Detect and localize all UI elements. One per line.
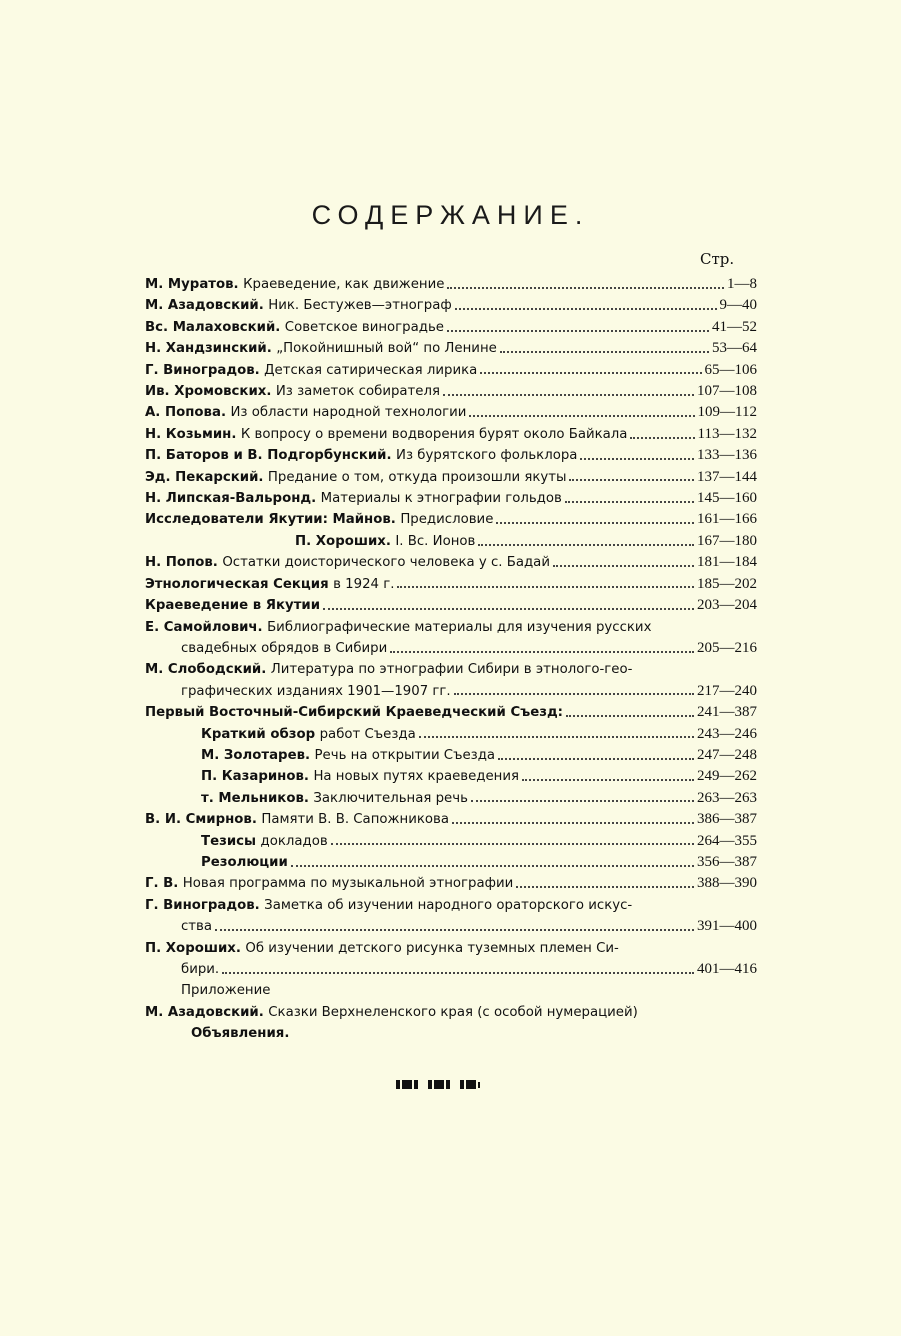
dot-leader: [390, 651, 694, 653]
toc-author: Тезисы: [201, 833, 257, 849]
toc-author: М. Слободский.: [145, 662, 267, 678]
toc-title-continued: свадебных обрядов в Сибири: [181, 640, 388, 656]
toc-title: Новая программа по музыкальной этнографии: [182, 876, 514, 892]
dot-leader: [498, 758, 694, 760]
toc-title: Сказки Верхнеленского края (с особой нумерацией): [268, 1004, 638, 1020]
toc-author: Ив. Хромовских.: [145, 384, 272, 400]
toc-entry: [145, 531, 757, 552]
toc-entry: [145, 1002, 757, 1023]
toc-pages: 1—8: [727, 276, 757, 292]
toc-pages: 243—246: [697, 725, 757, 742]
toc-pages: 401—416: [697, 961, 757, 977]
toc-author: М. Муратов.: [145, 277, 239, 292]
toc-title-continued: графических изданиях 1901—1907 гг.: [181, 683, 451, 699]
toc-entry: [145, 274, 757, 295]
toc-title: Предисловие: [400, 512, 494, 528]
dot-leader: [419, 736, 694, 738]
toc-title: Литература по этнографии Сибири в этнолого-гео-: [270, 662, 633, 678]
toc-title: Из бурятского фольклора: [396, 448, 578, 464]
toc-title: На новых путях краеведения: [313, 769, 520, 785]
toc-author: П. Казаринов.: [201, 769, 309, 785]
toc-pages: 145—160: [697, 490, 757, 507]
toc-author: Этнологическая Секция: [145, 576, 329, 592]
toc-pages: 167—180: [697, 532, 757, 549]
toc-author: М. Золотарев.: [201, 747, 311, 763]
toc-title: докладов: [260, 833, 328, 849]
toc-entry: [145, 488, 757, 509]
toc-pages: 53—64: [712, 340, 757, 357]
toc-pages: 107—108: [697, 383, 757, 400]
toc-title: работ Съезда: [319, 726, 416, 742]
dot-leader: [447, 287, 724, 289]
toc-entry: [145, 788, 757, 809]
toc-author: т. Мельников.: [201, 790, 309, 806]
page-column-label: Стр.: [700, 250, 735, 268]
toc-pages: 137—144: [697, 468, 757, 485]
toc-title: Памяти В. В. Сапожникова: [261, 812, 449, 828]
toc-author: П. Хороших.: [295, 533, 391, 549]
toc-title: Советское виноградье: [284, 319, 444, 335]
toc-entry: [145, 509, 757, 530]
toc-author: Краеведение в Якутии: [145, 598, 321, 614]
dot-leader: [222, 972, 694, 974]
toc-author: Исследователи Якутии: Майнов.: [145, 512, 396, 528]
toc-entry: [145, 424, 757, 445]
dot-leader: [496, 522, 694, 524]
toc-entry: [145, 831, 757, 852]
dot-leader: [452, 822, 694, 824]
dot-leader: [215, 929, 694, 931]
toc-title: Из области народной технологии: [230, 405, 467, 421]
toc-entry: [145, 445, 757, 466]
toc-entry: [145, 338, 757, 359]
toc-author: Н. Хандзинский.: [145, 341, 272, 357]
dot-leader: [447, 330, 709, 332]
toc-author: Е. Самойлович.: [145, 619, 263, 635]
toc-pages: 109—112: [697, 404, 757, 421]
toc-entry: [145, 852, 757, 873]
toc-author: Вс. Малаховский.: [145, 319, 281, 335]
toc-entry: [145, 938, 757, 981]
dot-leader: [565, 501, 694, 503]
dot-leader: [480, 372, 701, 374]
toc-pages: 356—387: [697, 853, 757, 870]
toc-entry: [145, 745, 757, 766]
dot-leader: [630, 437, 694, 439]
toc-entry: [145, 552, 757, 573]
toc-entry: [145, 766, 757, 787]
toc-entry: [145, 381, 757, 402]
dot-leader: [522, 779, 694, 781]
toc-author: Н. Попов.: [145, 555, 218, 571]
toc-pages: 391—400: [697, 918, 757, 935]
toc-entry: [145, 317, 757, 338]
toc-pages: 263—263: [697, 789, 757, 806]
toc-title: Ник. Бестужев—этнограф: [268, 298, 452, 314]
toc-pages: 9—40: [719, 297, 757, 314]
toc-title: Детская сатирическая лирика: [264, 362, 478, 378]
toc-entry: [145, 574, 757, 595]
toc-title: Краеведение, как движение: [243, 277, 445, 292]
toc-pages: 241—387: [697, 704, 757, 721]
toc-entry: [145, 980, 757, 1001]
toc-entry: [145, 360, 757, 381]
toc-pages: 205—216: [697, 639, 757, 656]
dot-leader: [291, 865, 694, 867]
toc-author: М. Азадовский.: [145, 298, 264, 314]
toc-entry: [145, 659, 757, 702]
toc-entry: [145, 402, 757, 423]
toc-author: Н. Липская-Вальронд.: [145, 491, 317, 507]
toc-pages: 388—390: [697, 875, 757, 892]
toc-title-continued: ства: [181, 919, 213, 935]
toc-author: П. Хороших.: [145, 940, 241, 956]
toc-author: Первый Восточный-Сибирский Краеведческий Съезд:: [145, 705, 564, 721]
toc-author: В. И. Смирнов.: [145, 812, 257, 828]
ornament-icon: [396, 1080, 480, 1089]
toc-author: Резолюции: [201, 854, 288, 870]
toc-title: Об изучении детского рисунка туземных племен Си-: [245, 940, 619, 956]
dot-leader: [331, 843, 694, 845]
toc-title-continued: бири.: [181, 962, 220, 977]
dot-leader: [397, 586, 694, 588]
toc-title: Заключительная речь: [313, 790, 468, 806]
toc-title: в 1924 г.: [333, 576, 395, 592]
toc-pages: 386—387: [697, 811, 757, 828]
toc-pages: 264—355: [697, 832, 757, 849]
toc-pages: 181—184: [697, 554, 757, 571]
toc-entry: [145, 809, 757, 830]
toc-author: Г. Виноградов.: [145, 897, 260, 913]
toc-author: А. Попова.: [145, 405, 226, 421]
toc-pages: 247—248: [697, 746, 757, 763]
toc-author: П. Баторов и В. Подгорбунский.: [145, 448, 392, 464]
dot-leader: [566, 715, 694, 717]
dot-leader: [478, 544, 694, 546]
dot-leader: [500, 351, 709, 353]
toc-author: Краткий обзор: [201, 726, 316, 742]
toc-author: Эд. Пекарский.: [145, 469, 264, 485]
dot-leader: [454, 693, 694, 695]
toc-entry: [145, 595, 757, 616]
dot-leader: [443, 394, 694, 396]
dot-leader: [580, 458, 694, 460]
toc-title: I. Вс. Ионов: [395, 533, 476, 549]
toc-entry: [145, 724, 757, 745]
dot-leader: [323, 608, 694, 610]
toc-author: Г. Виноградов.: [145, 362, 260, 378]
toc-entry: [145, 895, 757, 938]
toc-title: Заметка об изучении народного ораторского искус-: [264, 897, 633, 913]
dot-leader: [516, 886, 694, 888]
toc-author: М. Азадовский.: [145, 1004, 264, 1020]
toc-author: Г. В.: [145, 876, 179, 892]
toc-author: Н. Козьмин.: [145, 426, 237, 442]
toc-pages: 185—202: [697, 575, 757, 592]
page-title: СОДЕРЖАНИЕ.: [311, 200, 590, 230]
toc-entry: [145, 617, 757, 660]
toc-title: К вопросу о времени водворения бурят около Байкала: [240, 426, 628, 442]
dot-leader: [455, 308, 717, 310]
table-of-contents: [145, 274, 757, 1045]
toc-title: Предание о том, откуда произошли якуты: [267, 469, 567, 485]
toc-pages: 161—166: [697, 511, 757, 528]
toc-title: Речь на открытии Съезда: [314, 747, 496, 763]
toc-title: Материалы к этнографии гольдов: [320, 491, 562, 507]
toc-entry: [145, 702, 757, 723]
toc-pages: 249—262: [697, 768, 757, 785]
toc-pages: 65—106: [704, 361, 757, 378]
toc-entry: [145, 873, 757, 894]
toc-entry: [145, 295, 757, 316]
toc-pages: 133—136: [697, 447, 757, 464]
dot-leader: [471, 800, 694, 802]
toc-pages: 41—52: [712, 318, 757, 335]
toc-pages: 217—240: [697, 682, 757, 699]
toc-title: Из заметок собирателя: [275, 384, 440, 400]
toc-title: „Покойнишный вой“ по Ленине: [276, 341, 497, 357]
toc-entry: [145, 1023, 757, 1044]
toc-pages: 203—204: [697, 597, 757, 614]
toc-entry: [145, 467, 757, 488]
toc-pages: 113—132: [697, 425, 757, 442]
dot-leader: [469, 415, 694, 417]
toc-title: Остатки доисторического человека у с. Бадай: [222, 555, 550, 571]
toc-title: Библиографические материалы для изучения русских: [267, 619, 652, 635]
toc-author: Объявления.: [191, 1026, 290, 1042]
dot-leader: [569, 479, 694, 481]
toc-title: Приложение: [181, 983, 271, 999]
dot-leader: [553, 565, 694, 567]
